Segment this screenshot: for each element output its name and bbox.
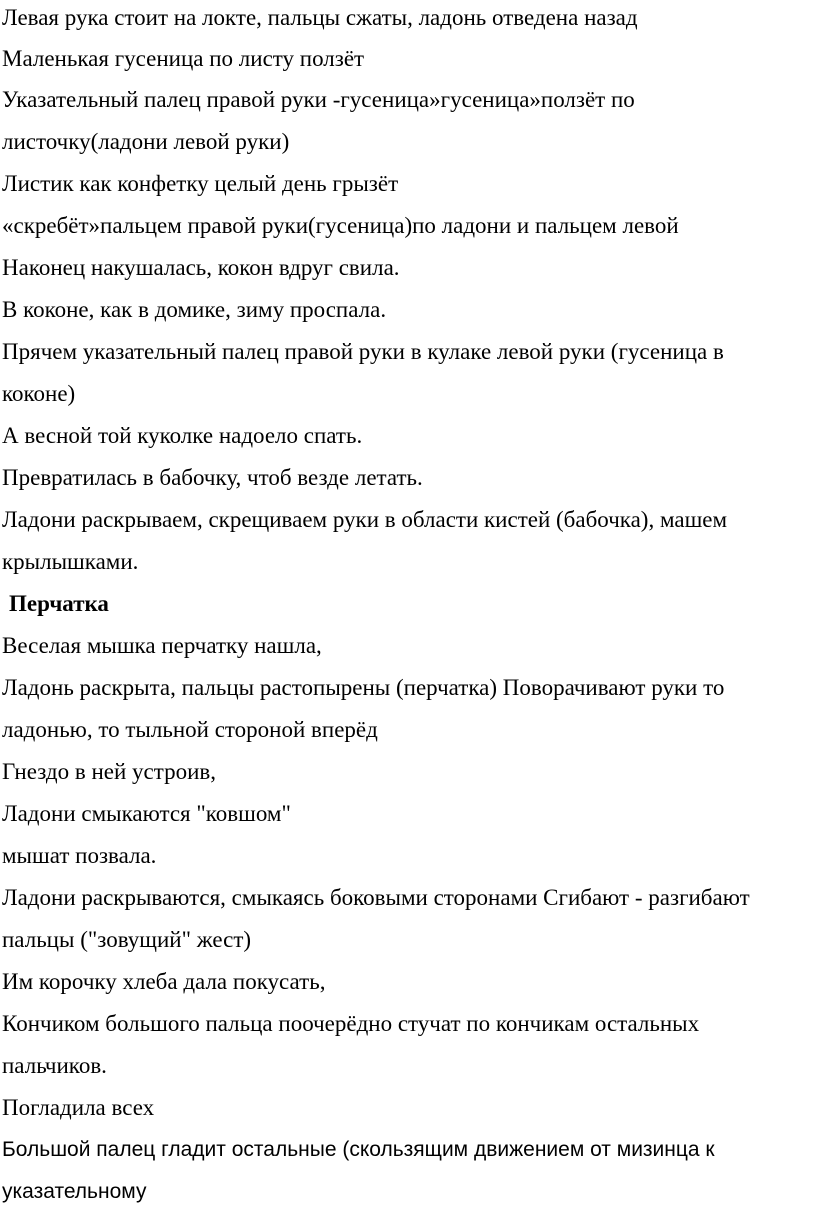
text-line: Ладони раскрываем, скрещиваем руки в области кистей (бабочка), машем <box>2 507 728 532</box>
text-line: Погладила всех <box>2 1095 155 1120</box>
text-line: Левая рука стоит на локте, пальцы сжаты, ладонь отведена назад <box>2 5 638 30</box>
text-line: пальцы ("зовущий" жест) <box>2 927 252 952</box>
text-line: Листик как конфетку целый день грызёт <box>2 171 399 196</box>
text-line: Прячем указательный палец правой руки в кулаке левой руки (гусеница в <box>2 339 724 364</box>
text-line: Маленькая гусеница по листу ползёт <box>2 46 365 71</box>
text-line: Превратилась в бабочку, чтоб везде летать. <box>2 465 423 490</box>
text-line: крылышками. <box>2 549 139 574</box>
text-line: Веселая мышка перчатку нашла, <box>2 633 322 658</box>
text-line: «скребёт»пальцем правой руки(гусеница)по ладони и пальцем левой <box>2 213 679 238</box>
text-line: листочку(ладони левой руки) <box>2 129 290 154</box>
text-line: Им корочку хлеба дала покусать, <box>2 969 326 994</box>
text-line: Наконец накушалась, кокон вдруг свила. <box>2 255 400 280</box>
text-line: коконе) <box>2 381 76 406</box>
text-line: Ладони раскрываются, смыкаясь боковыми сторонами Сгибают - разгибают <box>2 885 750 910</box>
text-line: указательному <box>2 1180 147 1203</box>
text-line: А весной той куколке надоело спать. <box>2 423 363 448</box>
text-line: ладонью, то тыльной стороной вперёд <box>2 717 378 742</box>
text-line: Ладони смыкаются "ковшом" <box>2 801 291 826</box>
section-heading: Перчатка <box>9 591 109 616</box>
text-line: мышат позвала. <box>2 843 157 868</box>
text-line: Кончиком большого пальца поочерёдно стучат по кончикам остальных <box>2 1011 700 1036</box>
text-line: Указательный палец правой руки -гусеница»гусеница»ползёт по <box>2 87 635 112</box>
text-line: Гнездо в ней устроив, <box>2 759 216 784</box>
text-line: Большой палец гладит остальные (скользящим движением от мизинца к <box>2 1138 715 1161</box>
text-line: Ладонь раскрыта, пальцы растопырены (перчатка) Поворачивают руки то <box>2 675 725 700</box>
text-line: В коконе, как в домике, зиму проспала. <box>2 297 387 322</box>
text-line: пальчиков. <box>2 1053 107 1078</box>
